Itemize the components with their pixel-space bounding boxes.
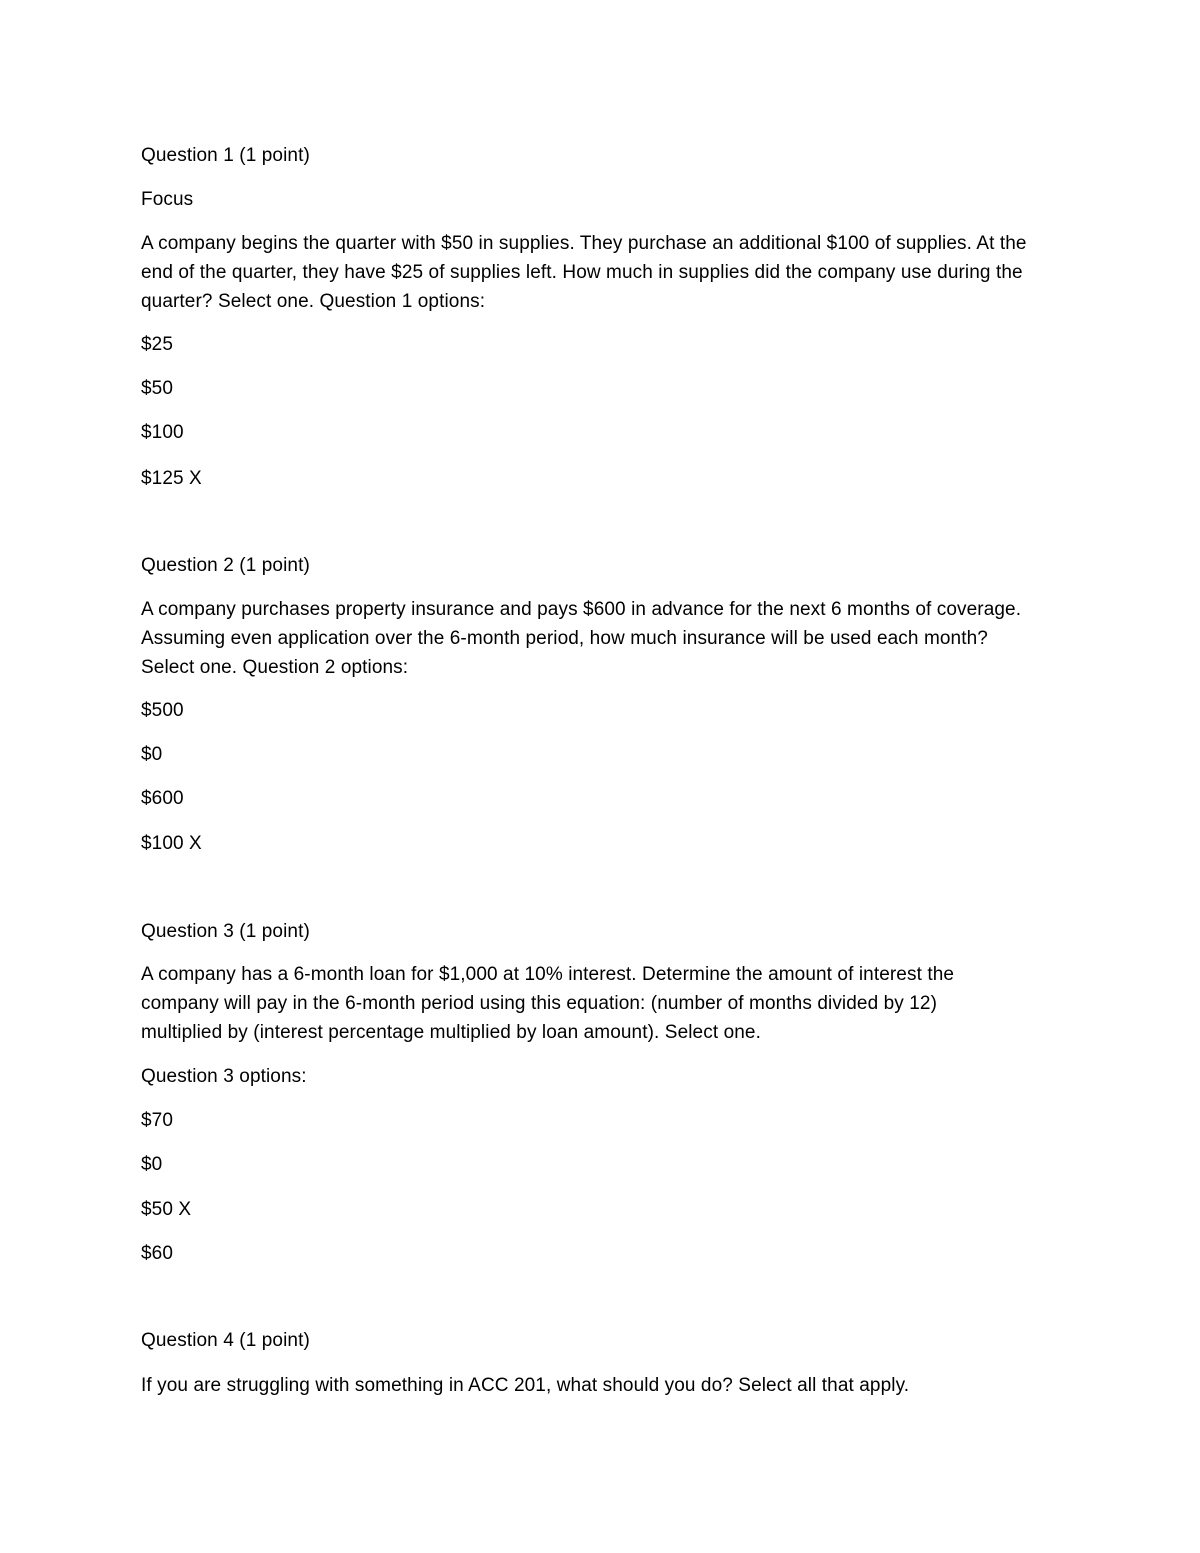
question-4-heading: Question 4 (1 point) [141,1330,310,1351]
question-3-option: $0 [141,1154,163,1175]
question-3-option: $60 [141,1243,174,1264]
question-2-option: $600 [141,788,184,809]
question-3-option: $70 [141,1110,174,1131]
question-3-options-label: Question 3 options: [141,1066,307,1087]
question-1-option: $125 X [141,468,202,489]
question-1-prompt-line: end of the quarter, they have $25 of supplies left. How much in supplies did the company use during the [141,262,1023,283]
question-3-option: $50 X [141,1199,192,1220]
question-1-option: $50 [141,378,174,399]
question-3-prompt-line: A company has a 6-month loan for $1,000 at 10% interest. Determine the amount of interest the [141,964,955,985]
question-2-option: $0 [141,744,163,765]
question-1-prompt-line: A company begins the quarter with $50 in supplies. They purchase an additional $100 of supplies. At the [141,233,1027,254]
question-4-prompt-line: If you are struggling with something in ACC 201, what should you do? Select all that apply. [141,1375,910,1396]
question-1-subheading: Focus [141,189,194,210]
question-2-heading: Question 2 (1 point) [141,555,310,576]
question-1-option: $100 [141,422,184,443]
question-2-option: $100 X [141,833,202,854]
question-2-prompt-line: Select one. Question 2 options: [141,657,409,678]
question-1-heading: Question 1 (1 point) [141,145,310,166]
question-3-prompt-line: company will pay in the 6-month period using this equation: (number of months divided by 12) [141,993,938,1014]
question-2-prompt-line: Assuming even application over the 6-month period, how much insurance will be used each month? [141,628,988,649]
question-1-option: $25 [141,334,174,355]
question-3-heading: Question 3 (1 point) [141,921,310,942]
question-3-prompt-line: multiplied by (interest percentage multiplied by loan amount). Select one. [141,1022,761,1043]
question-2-prompt-line: A company purchases property insurance and pays $600 in advance for the next 6 months of coverage. [141,599,1022,620]
question-2-option: $500 [141,700,184,721]
question-1-prompt-line: quarter? Select one. Question 1 options: [141,291,486,312]
